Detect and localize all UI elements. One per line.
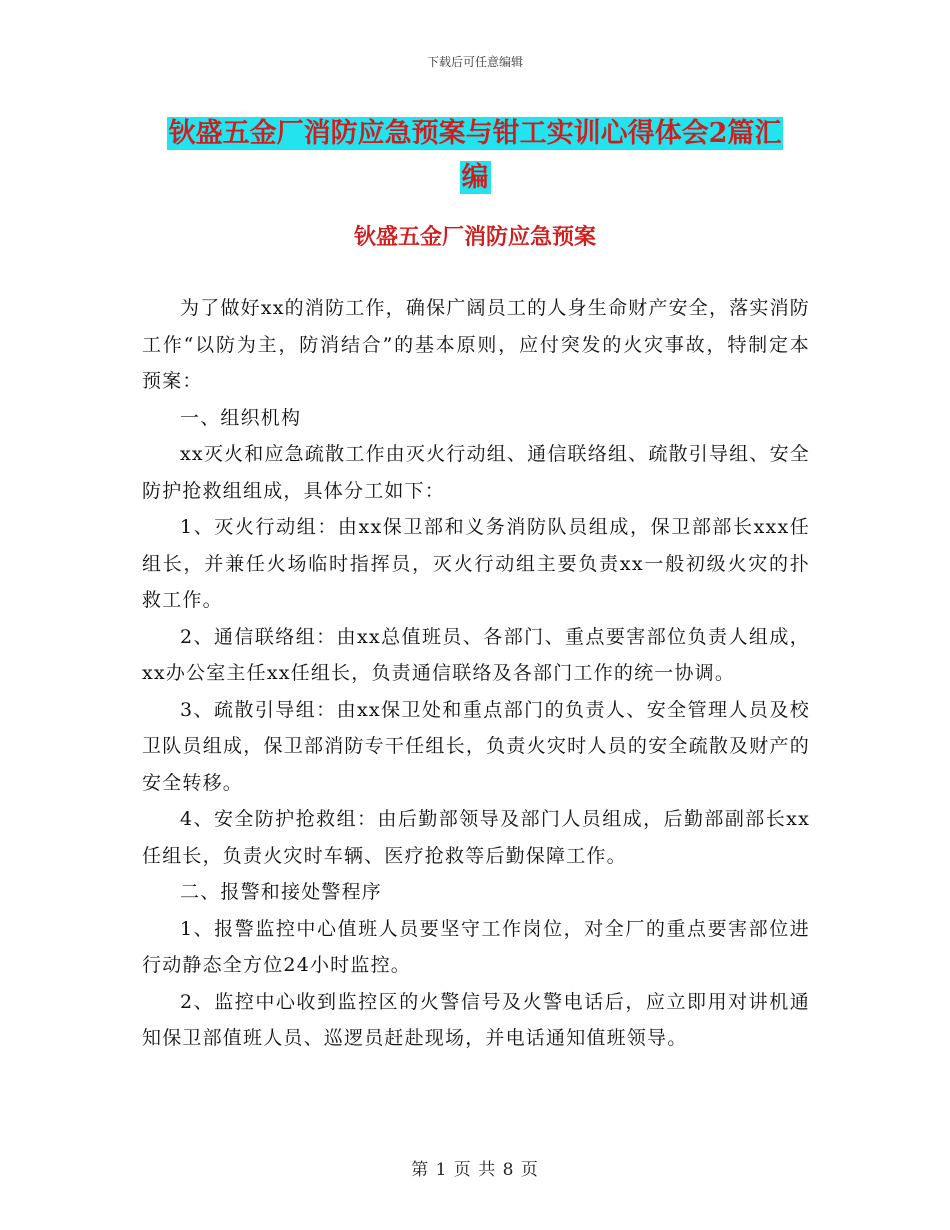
paragraph: xx灭火和应急疏散工作由灭火行动组、通信联络组、疏散引导组、安全防护抢救组组成，具体分工如下：	[142, 443, 810, 502]
document-title	[0, 112, 950, 200]
paragraph: 2、通信联络组：由xx总值班员、各部门、重点要害部位负责人组成，xx办公室主任xx任组长，负责通信联络及各部门工作的统一协调。	[142, 625, 810, 684]
paragraph: 3、疏散引导组：由xx保卫处和重点部门的负责人、安全管理人员及校卫队员组成，保卫部消防专干任组长，负责火灾时人员的安全疏散及财产的安全转移。	[142, 698, 810, 794]
document-title-line-2: 编	[461, 162, 489, 193]
paragraph: 1、报警监控中心值班人员要坚守工作岗位，对全厂的重点要害部位进行动静态全方位24小时监控。	[142, 917, 810, 976]
paragraph: 二、报警和接处警程序	[180, 881, 383, 903]
header-note: 下载后可任意编辑	[426, 55, 523, 69]
section-title: 钬盛五金厂消防应急预案	[353, 224, 596, 250]
paragraph: 4、安全防护抢救组：由后勤部领导及部门人员组成，后勤部副部长xx任组长，负责火灾时车辆、医疗抢救等后勤保障工作。	[142, 808, 810, 867]
paragraph: 1、灭火行动组：由xx保卫部和义务消防队员组成，保卫部部长xxx任组长，并兼任火场临时指挥员，灭火行动组主要负责xx一般初级火灾的扑救工作。	[142, 516, 810, 611]
document-title-line-1: 钬盛五金厂消防应急预案与钳工实训心得体会2篇汇	[168, 118, 782, 149]
page-number: 第 1 页 共 8 页	[411, 1160, 539, 1180]
paragraph: 2、监控中心收到监控区的火警信号及火警电话后，应立即用对讲机通知保卫部值班人员、巡逻员赶赴现场，并电话通知值班领导。	[142, 990, 810, 1049]
paragraph: 一、组织机构	[180, 406, 302, 429]
paragraph: 为了做好xx的消防工作，确保广阔员工的人身生命财产安全，落实消防工作“以防为主，防消结合”的基本原则，应付突发的火灾事故，特制定本预案：	[142, 297, 810, 392]
body-text	[142, 290, 810, 1057]
